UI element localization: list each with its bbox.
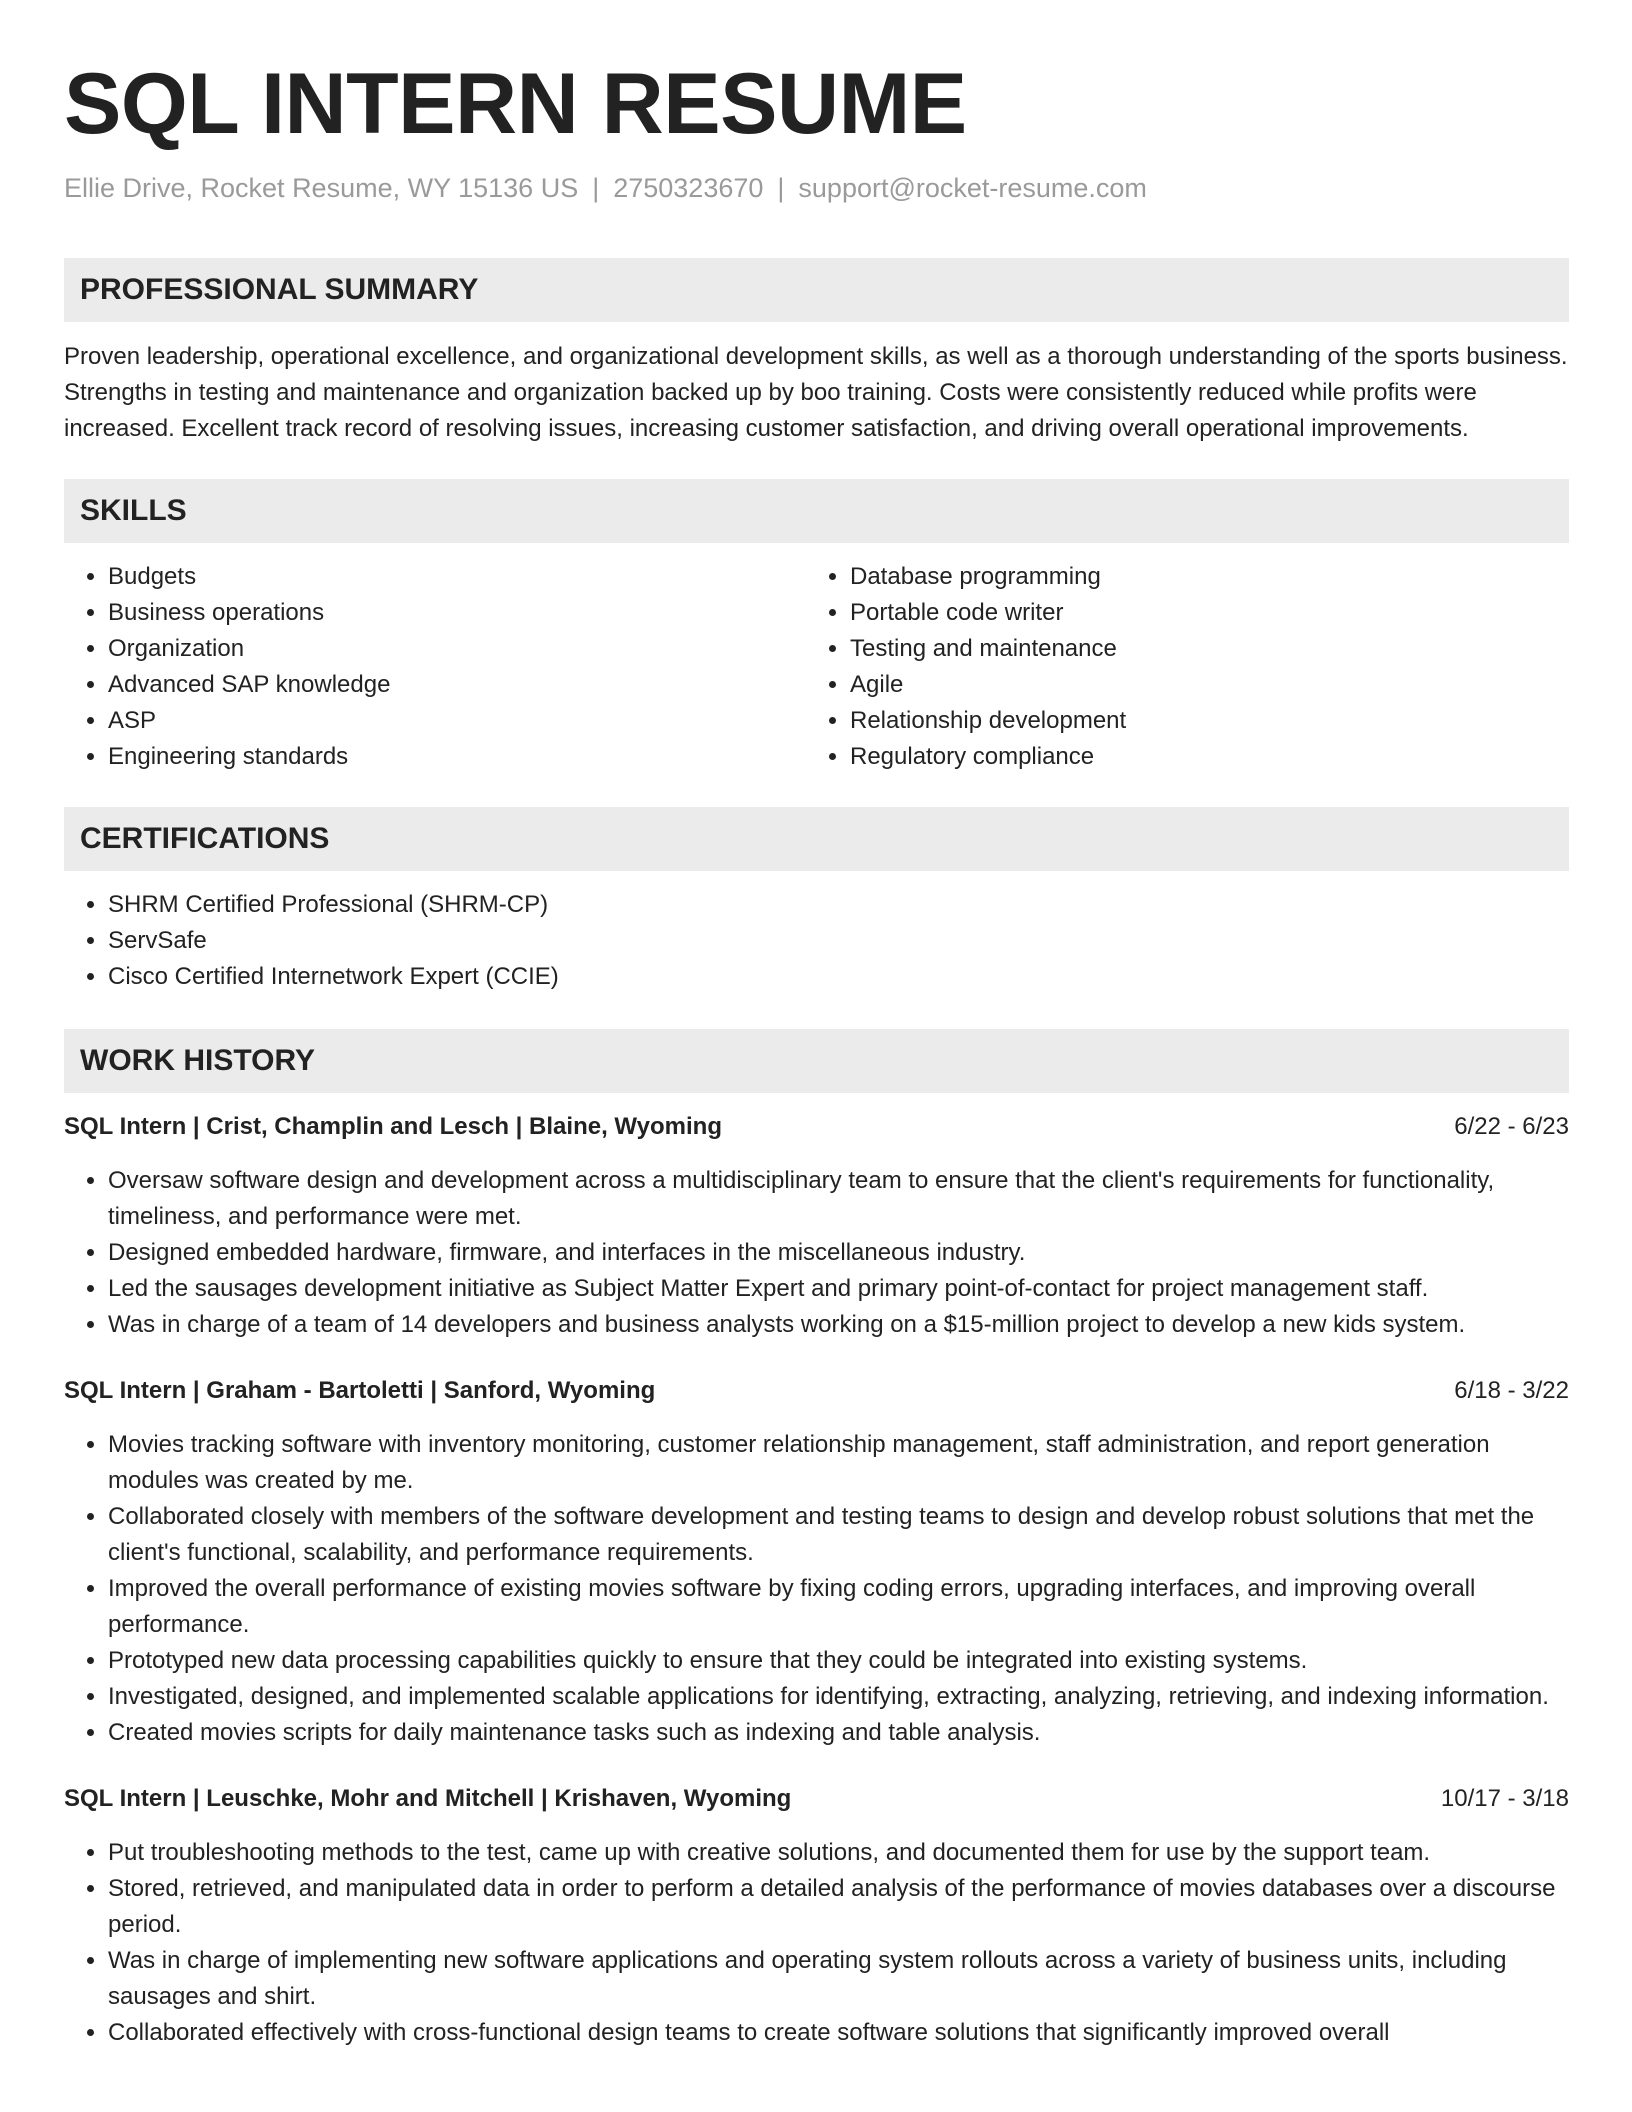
skills-columns	[64, 559, 1569, 775]
job-dates: 10/17 - 3/18	[1440, 1785, 1569, 1812]
certification-item: • ServSafe	[108, 923, 1569, 959]
contact-separator: |	[592, 173, 600, 203]
contact-phone: 2750323670	[613, 173, 764, 203]
skill-item: • ASP	[108, 703, 806, 739]
summary-text: Proven leadership, operational excellence, and organizational development skills, as well as a thorough understanding of the sports business. Strengths in testing and maintenance and organization backed up by boo training. Costs were consistently reduced while profits were increased. Excellent track record of resolving issues, increasing customer satisfaction, and driving overall operational improvements.	[64, 343, 1568, 442]
job-bullets	[64, 1163, 1569, 1343]
resume-page	[64, 0, 1569, 2051]
skill-item: • Agile	[850, 667, 1548, 703]
skill-item: • Advanced SAP knowledge	[108, 667, 806, 703]
job-bullet: • Designed embedded hardware, firmware, and interfaces in the miscellaneous industry.	[108, 1235, 1569, 1271]
job-entry	[64, 1109, 1569, 1343]
job-bullet: • Improved the overall performance of existing movies software by fixing coding errors, upgrading interfaces, and improving overall performance.	[108, 1571, 1569, 1643]
skills-list-right	[806, 559, 1548, 775]
contact-line	[64, 172, 1569, 204]
job-bullets	[64, 1835, 1569, 2051]
job-bullet: • Was in charge of implementing new software applications and operating system rollouts across a variety of business units, including sausages and shirt.	[108, 1943, 1569, 2015]
job-bullet: • Collaborated closely with members of the software development and testing teams to design and develop robust solutions that met the client's functional, scalability, and performance requirements.	[108, 1499, 1569, 1571]
job-bullet: • Movies tracking software with inventory monitoring, customer relationship management, staff administration, and report generation modules was created by me.	[108, 1427, 1569, 1499]
contact-address: Ellie Drive, Rocket Resume, WY 15136 US	[64, 173, 579, 203]
summary-heading: PROFESSIONAL SUMMARY	[64, 258, 1569, 322]
skill-item: • Engineering standards	[108, 739, 806, 775]
job-bullet: • Stored, retrieved, and manipulated data in order to perform a detailed analysis of the performance of movies databases over a discourse period.	[108, 1871, 1569, 1943]
skill-item: • Relationship development	[850, 703, 1548, 739]
job-dates: 6/22 - 6/23	[1454, 1113, 1569, 1140]
skill-item: • Portable code writer	[850, 595, 1548, 631]
resume-title: SQL INTERN RESUME	[64, 56, 967, 152]
skills-list-left	[64, 559, 806, 775]
job-bullet: • Oversaw software design and development across a multidisciplinary team to ensure that the client's requirements for functionality, timeliness, and performance were met.	[108, 1163, 1569, 1235]
skill-item: • Database programming	[850, 559, 1548, 595]
skill-item: • Regulatory compliance	[850, 739, 1548, 775]
job-title: SQL Intern | Leuschke, Mohr and Mitchell | Krishaven, Wyoming	[64, 1785, 792, 1812]
job-bullet: • Led the sausages development initiative as Subject Matter Expert and primary point-of-contact for project management staff.	[108, 1271, 1569, 1307]
job-dates: 6/18 - 3/22	[1454, 1377, 1569, 1404]
contact-separator: |	[777, 173, 785, 203]
job-bullet: • Collaborated effectively with cross-functional design teams to create software solutions that significantly improved overall	[108, 2015, 1569, 2051]
certifications-list	[64, 887, 1569, 995]
job-header	[64, 1109, 1569, 1145]
certification-item: • Cisco Certified Internetwork Expert (CCIE)	[108, 959, 1569, 995]
skill-item: • Organization	[108, 631, 806, 667]
job-entry	[64, 1781, 1569, 2051]
job-bullet: • Created movies scripts for daily maintenance tasks such as indexing and table analysis.	[108, 1715, 1569, 1751]
skills-heading: SKILLS	[64, 479, 1569, 543]
certifications-heading: CERTIFICATIONS	[64, 807, 1569, 871]
job-bullet: • Was in charge of a team of 14 developers and business analysts working on a $15-million project to develop a new kids system.	[108, 1307, 1569, 1343]
job-bullet: • Prototyped new data processing capabilities quickly to ensure that they could be integrated into existing systems.	[108, 1643, 1569, 1679]
job-bullets	[64, 1427, 1569, 1751]
job-title: SQL Intern | Crist, Champlin and Lesch | Blaine, Wyoming	[64, 1113, 722, 1140]
job-title: SQL Intern | Graham - Bartoletti | Sanford, Wyoming	[64, 1377, 656, 1404]
work-history-heading: WORK HISTORY	[64, 1029, 1569, 1093]
job-header	[64, 1373, 1569, 1409]
skill-item: • Budgets	[108, 559, 806, 595]
job-entry	[64, 1373, 1569, 1751]
job-header	[64, 1781, 1569, 1817]
job-bullet: • Investigated, designed, and implemented scalable applications for identifying, extracting, analyzing, retrieving, and indexing information.	[108, 1679, 1569, 1715]
skill-item: • Testing and maintenance	[850, 631, 1548, 667]
certification-item: • SHRM Certified Professional (SHRM-CP)	[108, 887, 1569, 923]
skill-item: • Business operations	[108, 595, 806, 631]
contact-email[interactable]: support@rocket-resume.com	[798, 173, 1147, 203]
job-bullet: • Put troubleshooting methods to the test, came up with creative solutions, and documented them for use by the support team.	[108, 1835, 1569, 1871]
